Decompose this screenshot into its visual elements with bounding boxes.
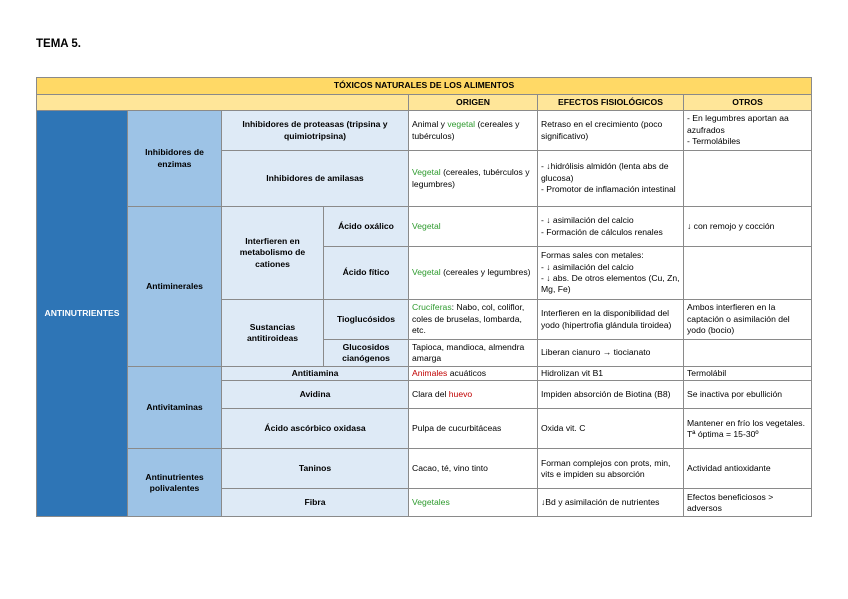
row-name-acido-ascorbico-oxidasa: Ácido ascórbico oxidasa [222,409,409,449]
row-name-glucosidos-cianogenos: Glucosidos cianógenos [324,340,409,367]
otros-cell [684,247,812,300]
efectos-cell: ↓Bd y asimilación de nutrientes [538,489,684,517]
origen-cell: Vegetales [409,489,538,517]
efectos-cell: Oxida vit. C [538,409,684,449]
category-antinutrientes-polivalentes: Antinutrientes polivalentes [128,449,222,517]
category-antiminerales: Antiminerales [128,207,222,367]
row-name-avidina: Avidina [222,381,409,409]
origen-cell: Vegetal [409,207,538,247]
otros-cell: Termolábil [684,367,812,381]
efectos-cell: Liberan cianuro → tiocianato [538,340,684,367]
category-interfieren-cationes: Interfieren en metabolismo de cationes [222,207,324,300]
efectos-cell: Formas sales con metales: - ↓ asimilación del calcio - ↓ abs. De otros elementos (Cu, Zn, Mg, Fe) [538,247,684,300]
row-name-proteasas: Inhibidores de proteasas (tripsina y quimiotripsina) [222,111,409,151]
category-antinutrientes: ANTINUTRIENTES [37,111,128,517]
otros-cell: Se inactiva por ebullición [684,381,812,409]
row-name-acido-oxalico: Ácido oxálico [324,207,409,247]
otros-cell: - En legumbres aportan aa azufrados - Termolábiles [684,111,812,151]
efectos-cell: - ↓ asimilación del calcio - Formación de cálculos renales [538,207,684,247]
efectos-cell: Hidrolizan vit B1 [538,367,684,381]
otros-cell: Actividad antioxidante [684,449,812,489]
row-name-taninos: Taninos [222,449,409,489]
row-name-acido-fitico: Ácido fítico [324,247,409,300]
toxics-table [36,77,812,517]
header-blank [37,95,409,111]
row-name-amilasas: Inhibidores de amilasas [222,151,409,207]
origen-cell: Animales acuáticos [409,367,538,381]
page-heading: TEMA 5. [36,38,81,50]
origen-cell: Pulpa de cucurbitáceas [409,409,538,449]
efectos-cell: Interfieren en la disponibilidad del yodo (hipertrofia glándula tiroidea) [538,300,684,340]
origen-cell: Vegetal (cereales y legumbres) [409,247,538,300]
origen-cell: Cacao, té, vino tinto [409,449,538,489]
otros-cell: ↓ con remojo y cocción [684,207,812,247]
table-title: TÓXICOS NATURALES DE LOS ALIMENTOS [37,78,812,95]
efectos-cell: Forman complejos con prots, min, vits e impiden su absorción [538,449,684,489]
row-name-antitiamina: Antitiamina [222,367,409,381]
otros-cell [684,340,812,367]
otros-cell [684,151,812,207]
col-header-origen: ORIGEN [409,95,538,111]
col-header-otros: OTROS [684,95,812,111]
origen-cell: Vegetal (cereales, tubérculos y legumbres) [409,151,538,207]
otros-cell: Ambos interfieren en la captación o asimilación del yodo (bocio) [684,300,812,340]
origen-cell: Crucíferas: Nabo, col, coliflor, coles de bruselas, lombarda, etc. [409,300,538,340]
efectos-cell: Retraso en el crecimiento (poco significativo) [538,111,684,151]
otros-cell: Efectos beneficiosos > adversos [684,489,812,517]
row-name-tioglucosidos: Tioglucósidos [324,300,409,340]
efectos-cell: Impiden absorción de Biotina (B8) [538,381,684,409]
category-inhibidores-enzimas: Inhibidores de enzimas [128,111,222,207]
row-name-fibra: Fibra [222,489,409,517]
origen-cell: Animal y vegetal (cereales y tubérculos) [409,111,538,151]
category-antivitaminas: Antivitaminas [128,367,222,449]
origen-cell: Tapioca, mandioca, almendra amarga [409,340,538,367]
efectos-cell: - ↓hidrólisis almidón (lenta abs de glucosa) - Promotor de inflamación intestinal [538,151,684,207]
col-header-efectos: EFECTOS FISIOLÓGICOS [538,95,684,111]
otros-cell: Mantener en frío los vegetales. Tª óptima = 15-30º [684,409,812,449]
category-sustancias-antitiroideas: Sustancias antitiroideas [222,300,324,367]
origen-cell: Clara del huevo [409,381,538,409]
